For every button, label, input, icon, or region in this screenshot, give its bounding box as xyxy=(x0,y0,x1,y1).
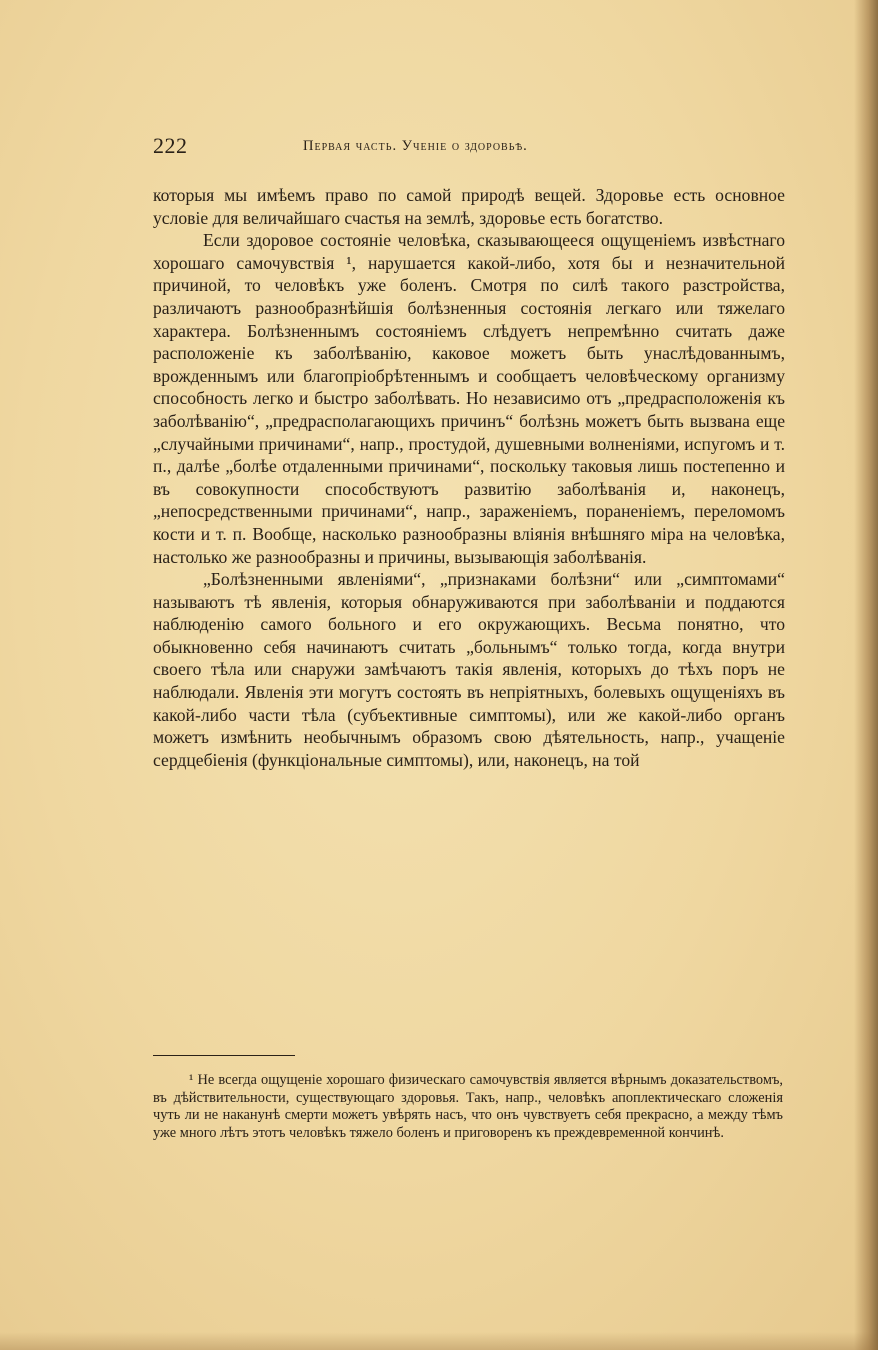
running-head: Первая часть. Ученіе о здоровьѣ. xyxy=(303,138,528,154)
page-header xyxy=(153,133,785,163)
page-bottom-shadow xyxy=(0,1332,878,1350)
footnote: ¹ Не всегда ощущеніе хорошаго физическаго самочувствія является вѣрнымъ доказательствомъ, въ дѣйствительности, существующаго здоровья. Такъ, напр., человѣкъ апоплектическаго сложенія чуть ли не наканунѣ смерти можетъ увѣрять насъ, что онъ чувствуетъ себя прекрасно, а между тѣмъ уже много лѣтъ этотъ человѣкъ тяжело боленъ и приговоренъ къ преждевременной кончинѣ. xyxy=(153,1072,783,1141)
page-number: 222 xyxy=(153,133,188,158)
paragraph-continuation: которыя мы имѣемъ право по самой природѣ вещей. Здоровье есть основное условіе для величайшаго счастья на землѣ, здоровье есть богатство. xyxy=(153,185,785,228)
page-edge-shadow xyxy=(854,0,878,1350)
body-text xyxy=(153,184,785,771)
footnote-divider xyxy=(153,1055,295,1056)
paragraph: „Болѣзненными явленіями“, „признаками болѣзни“ или „симптомами“ называютъ тѣ явленія, которыя обнаруживаются при заболѣваніи и поддаются наблюденію самого больного и его окружающихъ. Весьма понятно, что обыкновенно себя начинаютъ считать „больнымъ“ только тогда, когда внутри своего тѣла или снаружи замѣчаютъ такія явленія, которыхъ до тѣхъ поръ не наблюдали. Явленія эти могутъ состоять въ непріятныхъ, болевыхъ ощущеніяхъ въ какой-либо части тѣла (субъективные симптомы), или же какой-либо органъ можетъ измѣнить необычнымъ образомъ свою дѣятельность, напр., учащеніе сердцебіенія (функціональные симптомы), или, наконецъ, на той xyxy=(153,569,785,770)
paragraph: Если здоровое состояніе человѣка, сказывающееся ощущеніемъ извѣстнаго хорошаго самочувствія ¹, нарушается какой-либо, хотя бы и незначительной причиной, то человѣкъ уже боленъ. Смотря по силѣ такого разстройства, различаютъ разнообразнѣйшія болѣзненныя состоянія легкаго или тяжелаго характера. Болѣзненнымъ состояніемъ слѣдуетъ непремѣнно считать даже расположеніе къ заболѣванію, каковое можетъ быть унаслѣдованнымъ, врожденнымъ или благопріобрѣтеннымъ и сообщаетъ человѣческому организму способность легко и быстро заболѣвать. Но независимо отъ „предрасположенія къ заболѣванію“, „предрасполагающихъ причинъ“ болѣзнь можетъ быть вызвана еще „случайными причинами“, напр., простудой, душевными волненіями, испугомъ и т. п., далѣе „болѣе отдаленными причинами“, поскольку таковыя лишь постепенно и въ совокупности способствуютъ развитію заболѣванія и, наконецъ, „непосредственными причинами“, напр., зараженіемъ, пораненіемъ, переломомъ кости и т. п. Вообще, насколько разнообразны вліянія внѣшняго міра на человѣка, настолько же разнообразны и причины, вызывающія заболѣванія. xyxy=(153,230,785,567)
